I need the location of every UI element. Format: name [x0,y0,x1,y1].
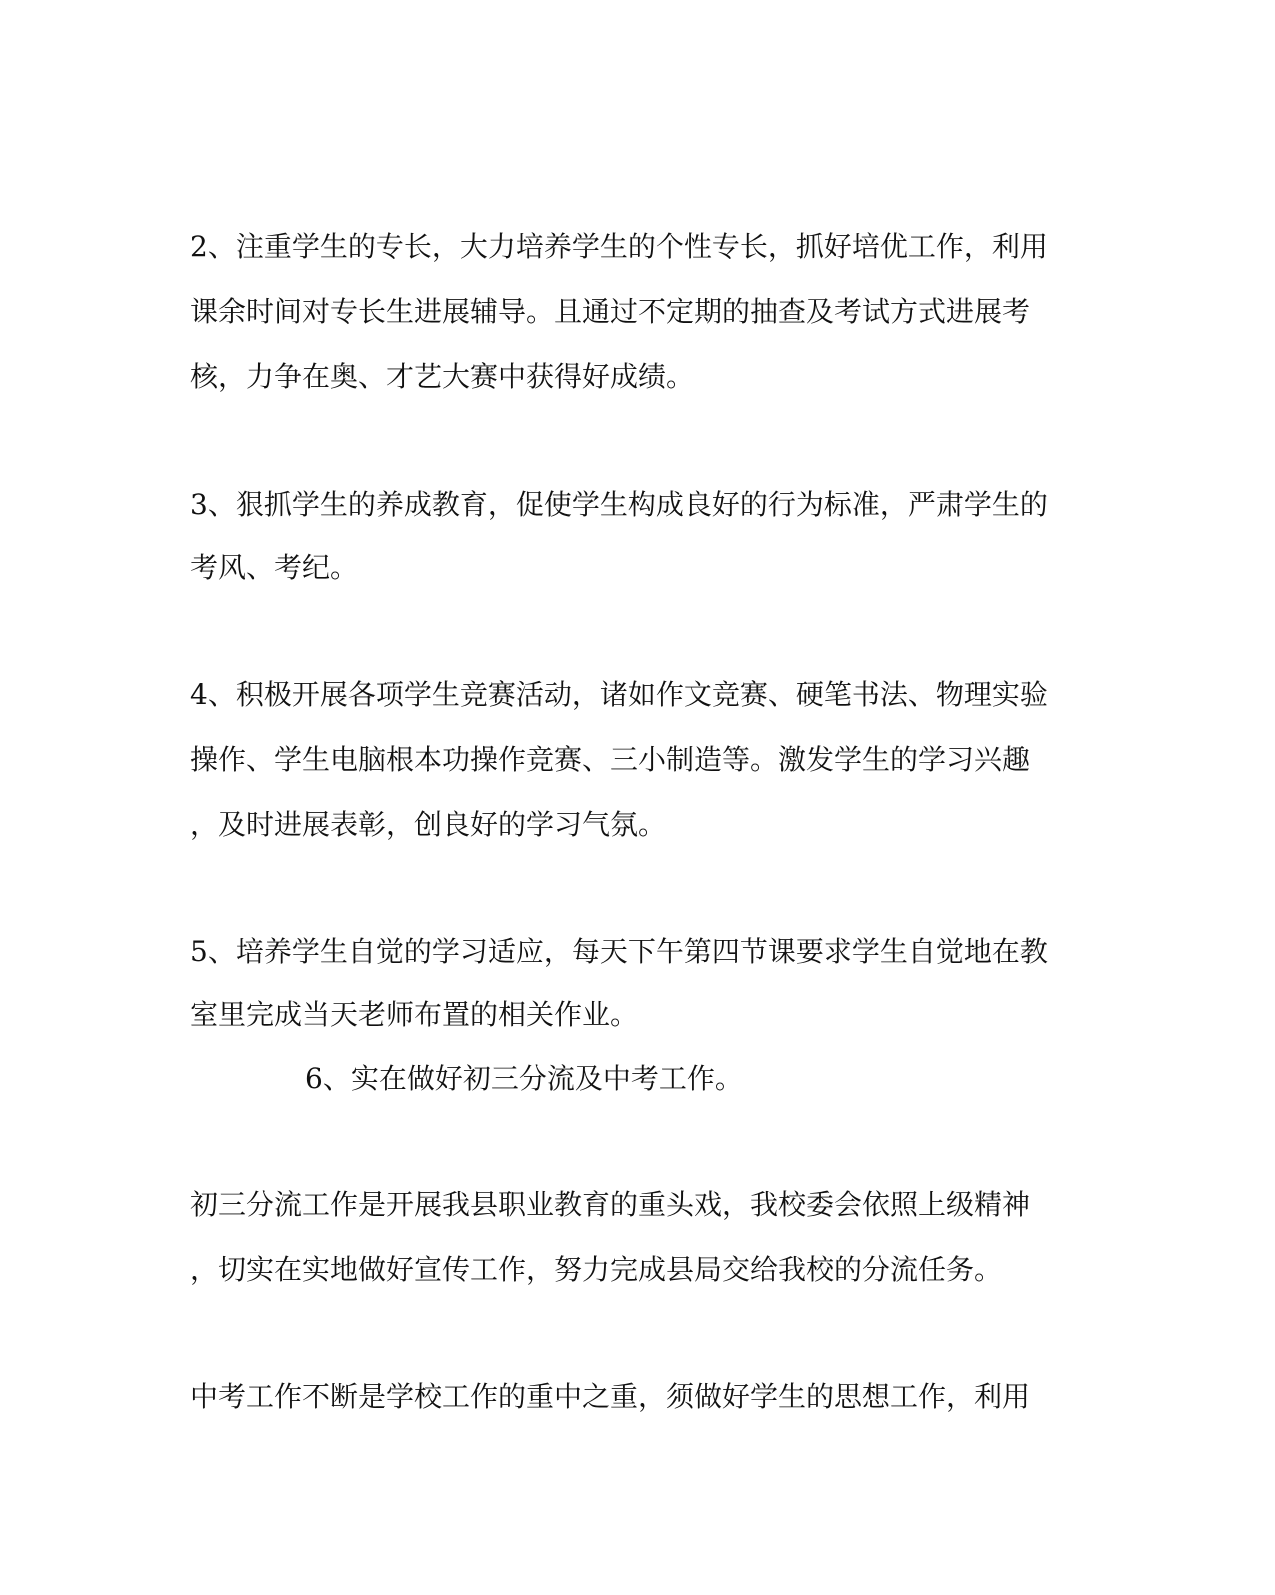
paragraph-6-heading: 6、实在做好初三分流及中考工作。 [305,1062,743,1095]
paragraph-2-line-1: 2、注重学生的专长，大力培养学生的个性专长，抓好培优工作，利用 [190,230,1048,263]
paragraph-4-line-3: ，及时进展表彰，创良好的学习气氛。 [190,808,667,841]
paragraph-3-line-2: 考风、考纪。 [190,551,359,584]
paragraph-2-line-2: 课余时间对专长生进展辅导。且通过不定期的抽查及考试方式进展考 [190,295,1031,328]
paragraph-4-line-1: 4、积极开展各项学生竞赛活动，诸如作文竞赛、硬笔书法、物理实验 [190,678,1048,711]
paragraph-3-line-1: 3、狠抓学生的养成教育，促使学生构成良好的行为标准，严肃学生的 [190,488,1048,521]
paragraph-7-line-1: 初三分流工作是开展我县职业教育的重头戏，我校委会依照上级精神 [190,1188,1031,1221]
paragraph-7-line-2: ，切实在实地做好宣传工作，努力完成县局交给我校的分流任务。 [190,1253,1003,1286]
paragraph-8-line-1: 中考工作不断是学校工作的重中之重，须做好学生的思想工作，利用 [190,1380,1031,1413]
paragraph-5-line-2: 室里完成当天老师布置的相关作业。 [190,998,639,1031]
paragraph-4-line-2: 操作、学生电脑根本功操作竞赛、三小制造等。激发学生的学习兴趣 [190,743,1031,776]
paragraph-5-line-1: 5、培养学生自觉的学习适应，每天下午第四节课要求学生自觉地在教 [190,935,1048,968]
paragraph-2-line-3: 核，力争在奥、才艺大赛中获得好成绩。 [190,360,695,393]
